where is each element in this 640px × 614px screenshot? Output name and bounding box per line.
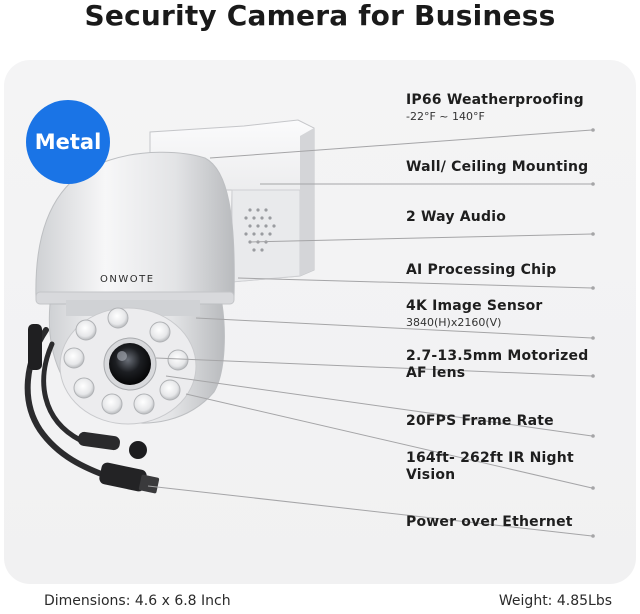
camera-lens: [109, 343, 151, 385]
feature-label: Power over Ethernet: [406, 514, 573, 530]
dimensions-text: Dimensions: 4.6 x 6.8 Inch: [44, 593, 231, 609]
feature-ai-chip: [406, 262, 556, 279]
feature-label: AI Processing Chip: [406, 262, 557, 278]
metal-badge: Metal: [26, 100, 110, 184]
feature-sublabel: -22°F ~ 140°F: [406, 110, 485, 123]
feature-two-way-audio: [406, 209, 506, 226]
feature-sublabel: 3840(H)x2160(V): [406, 316, 502, 329]
feature-poe: [406, 514, 573, 531]
feature-label: 4K Image Sensor: [406, 298, 543, 314]
weight-text: Weight: 4.85Lbs: [498, 593, 612, 609]
feature-mounting: [406, 159, 588, 176]
feature-label: 164ft- 262ft IR Night Vision: [406, 450, 574, 483]
feature-label: 20FPS Frame Rate: [406, 413, 554, 429]
page-title: Security Camera for Business: [84, 0, 556, 32]
feature-label: 2.7-13.5mm Motorized AF lens: [406, 348, 589, 381]
feature-weatherproofing: [406, 92, 584, 123]
camera-dome: [36, 152, 234, 424]
feature-frame-rate: [406, 413, 554, 430]
brand-logo: ONWOTE: [100, 274, 155, 285]
feature-label: Wall/ Ceiling Mounting: [406, 159, 589, 175]
feature-image-sensor: [406, 298, 543, 329]
feature-label: IP66 Weatherproofing: [406, 92, 584, 108]
feature-label: 2 Way Audio: [406, 209, 507, 225]
feature-lens: [406, 348, 596, 382]
feature-night-vision: [406, 450, 606, 484]
